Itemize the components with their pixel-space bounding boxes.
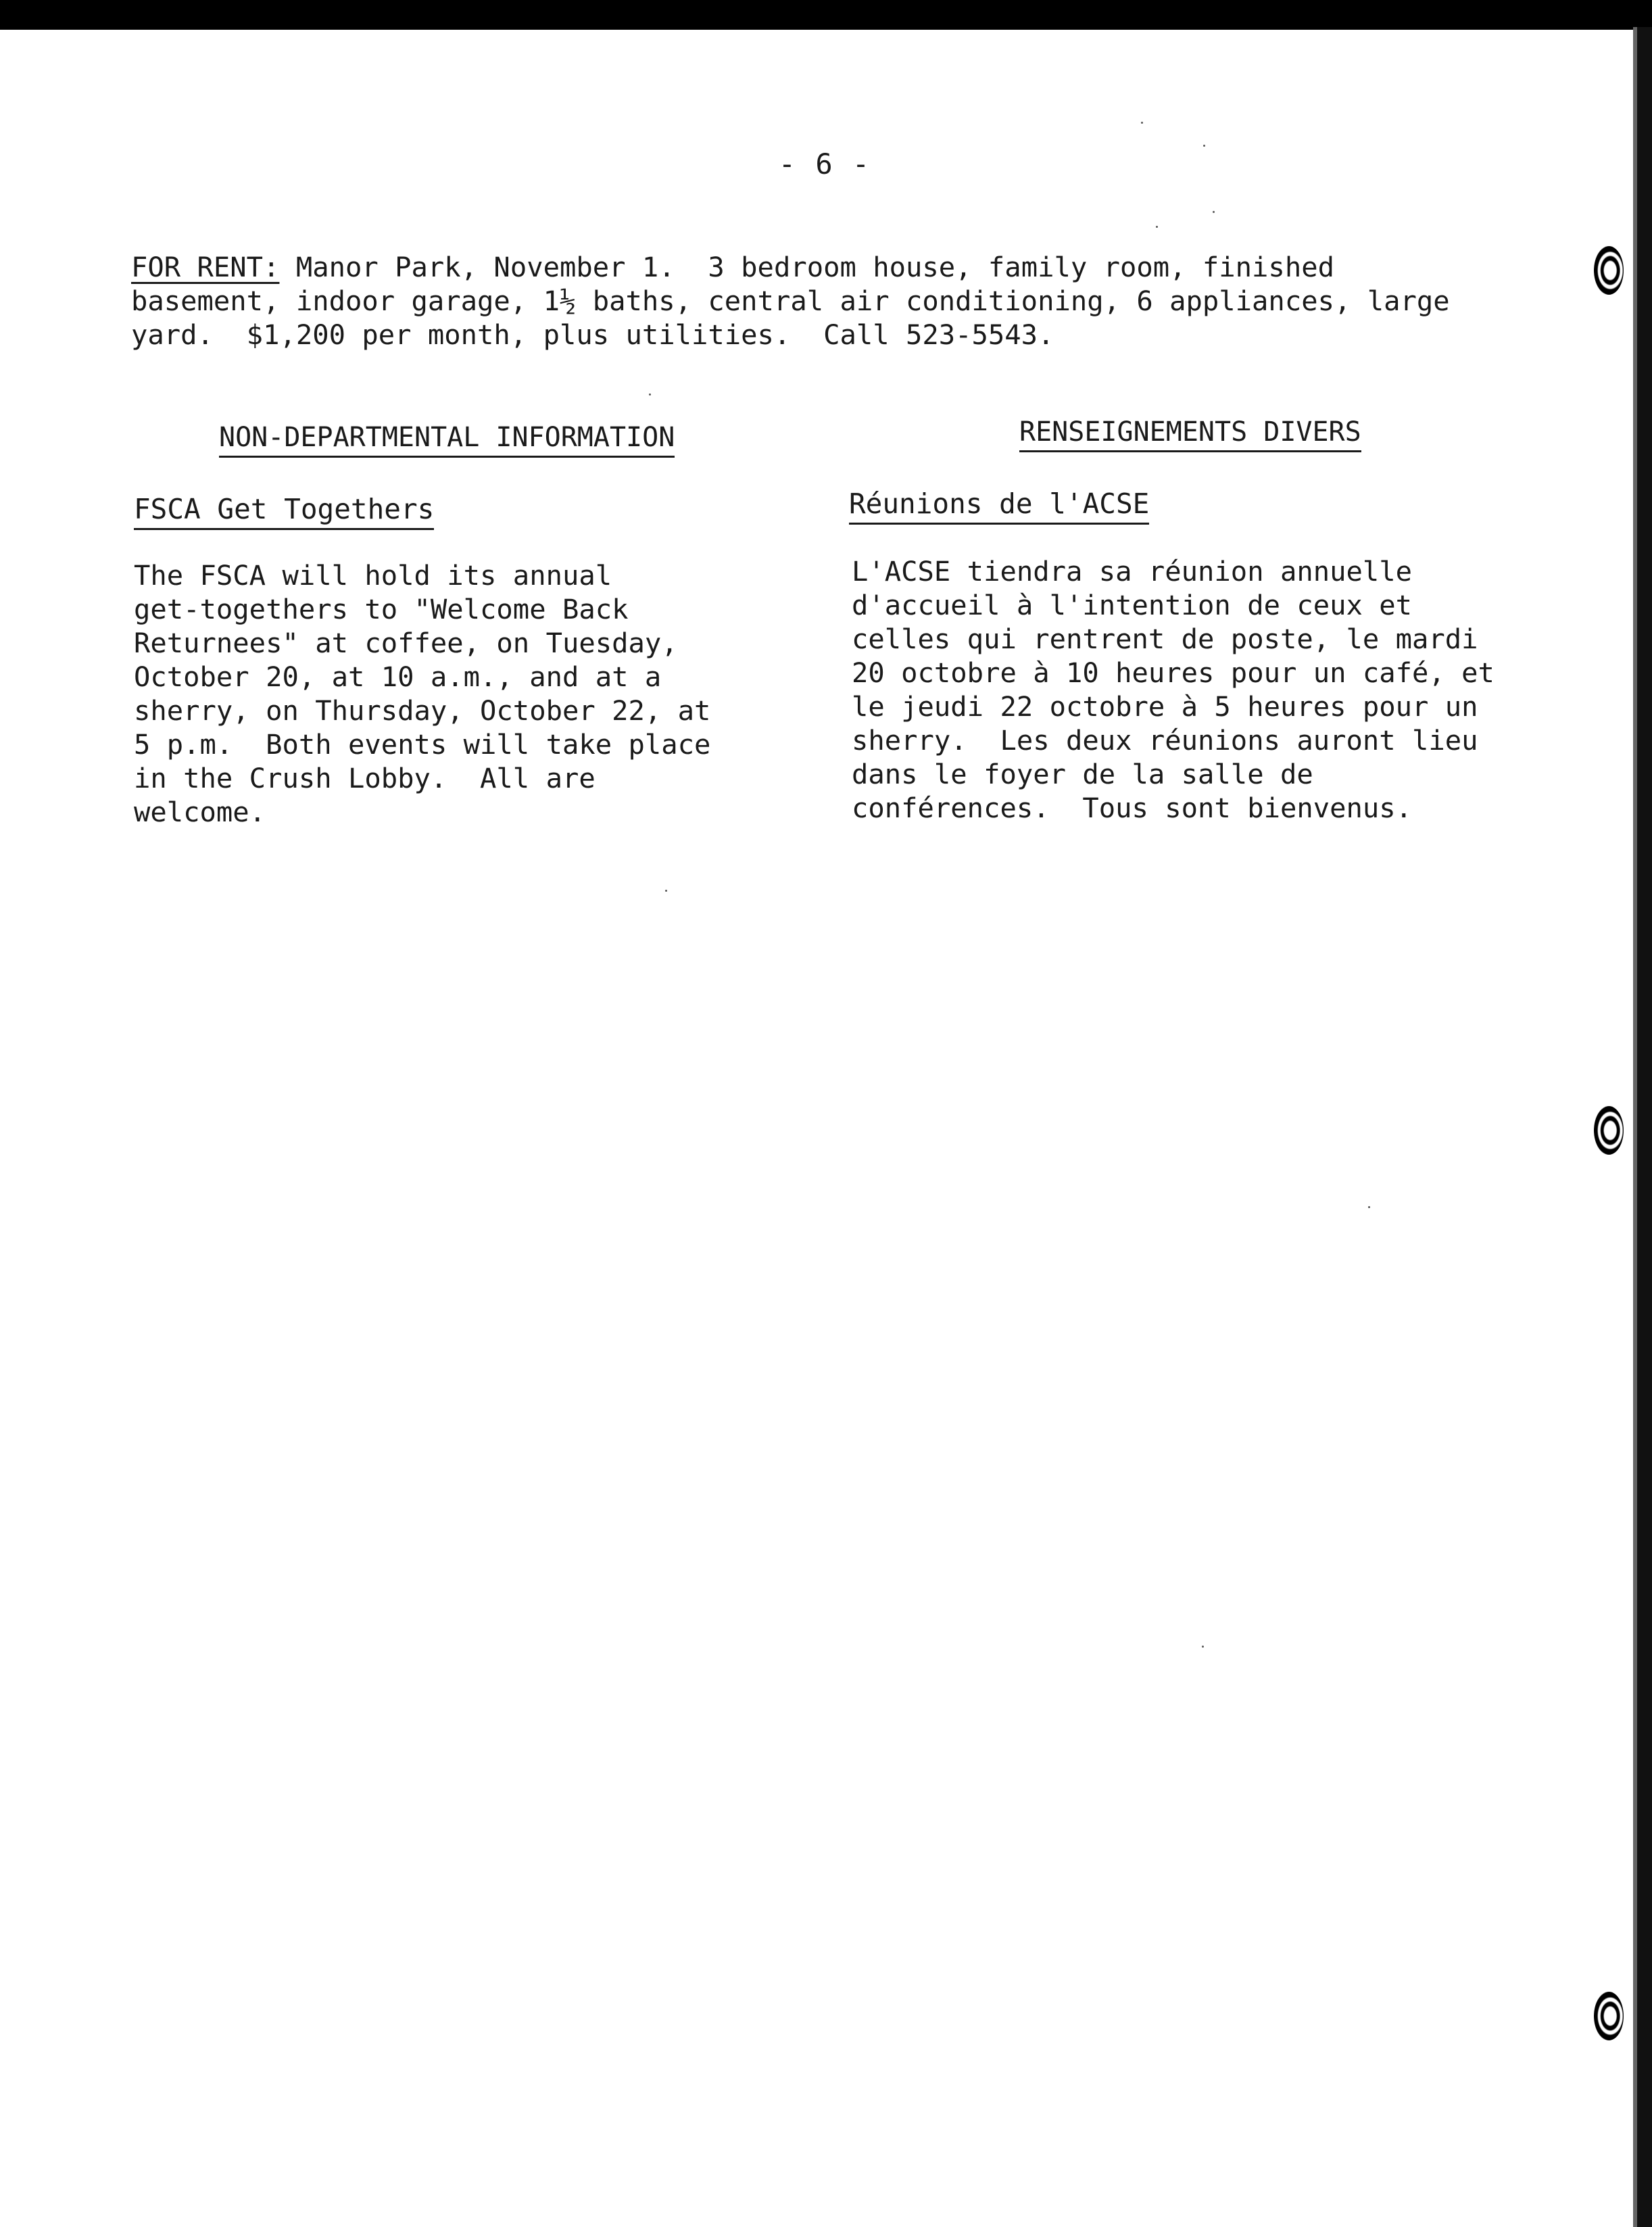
paragraph-line: welcome.: [134, 796, 266, 828]
scan-speck: [1213, 211, 1215, 213]
english-paragraph: [134, 558, 710, 829]
french-section-title: RENSEIGNEMENTS DIVERS: [1019, 415, 1361, 449]
paragraph-line: d'accueil à l'intention de ceux et: [852, 589, 1413, 621]
for-rent-notice: [131, 250, 1510, 352]
paragraph-line: conférences. Tous sont bienvenus.: [852, 792, 1413, 824]
paragraph-line: dans le foyer de la salle de: [852, 758, 1313, 790]
english-section-title: NON-DEPARTMENTAL INFORMATION: [219, 421, 675, 454]
paragraph-line: 20 octobre à 10 heures pour un café, et: [852, 656, 1495, 689]
paragraph-line: sherry, on Thursday, October 22, at: [134, 694, 711, 727]
scan-speck: [649, 393, 651, 396]
paragraph-line: October 20, at 10 a.m., and at a: [134, 661, 662, 693]
for-rent-label: FOR RENT:: [131, 251, 280, 283]
paragraph-line: sherry. Les deux réunions auront lieu: [852, 724, 1478, 757]
for-rent-line: Manor Park, November 1. 3 bedroom house, family room, finished: [279, 251, 1334, 283]
scan-right-border: [1637, 27, 1652, 2227]
for-rent-line: basement, indoor garage, 1½ baths, central air conditioning, 6 appliances, large: [131, 285, 1450, 317]
english-subtitle: FSCA Get Togethers: [134, 492, 434, 526]
scan-speck: [1202, 1646, 1204, 1648]
french-subtitle: Réunions de l'ACSE: [849, 487, 1149, 521]
paragraph-line: celles qui rentrent de poste, le mardi: [852, 623, 1478, 655]
scan-speck: [1141, 122, 1143, 124]
paragraph-line: get-togethers to "Welcome Back: [134, 593, 629, 625]
binder-hole-icon: [1594, 1992, 1624, 2040]
scan-speck: [1156, 226, 1158, 228]
scan-speck: [665, 890, 667, 892]
page-number: - 6 -: [778, 147, 871, 181]
paragraph-line: The FSCA will hold its annual: [134, 559, 612, 592]
scan-speck: [1203, 145, 1205, 147]
binder-hole-icon: [1594, 246, 1624, 295]
french-paragraph: [852, 554, 1495, 825]
for-rent-line: yard. $1,200 per month, plus utilities. Call 523-5543.: [131, 318, 1054, 351]
paragraph-line: Returnees" at coffee, on Tuesday,: [134, 627, 678, 659]
scan-top-border: [0, 0, 1652, 30]
scan-speck: [1368, 1206, 1370, 1208]
paragraph-line: le jeudi 22 octobre à 5 heures pour un: [852, 690, 1478, 723]
paragraph-line: L'ACSE tiendra sa réunion annuelle: [852, 555, 1413, 588]
binder-hole-icon: [1594, 1106, 1624, 1155]
paragraph-line: 5 p.m. Both events will take place: [134, 728, 711, 761]
paragraph-line: in the Crush Lobby. All are: [134, 762, 596, 794]
